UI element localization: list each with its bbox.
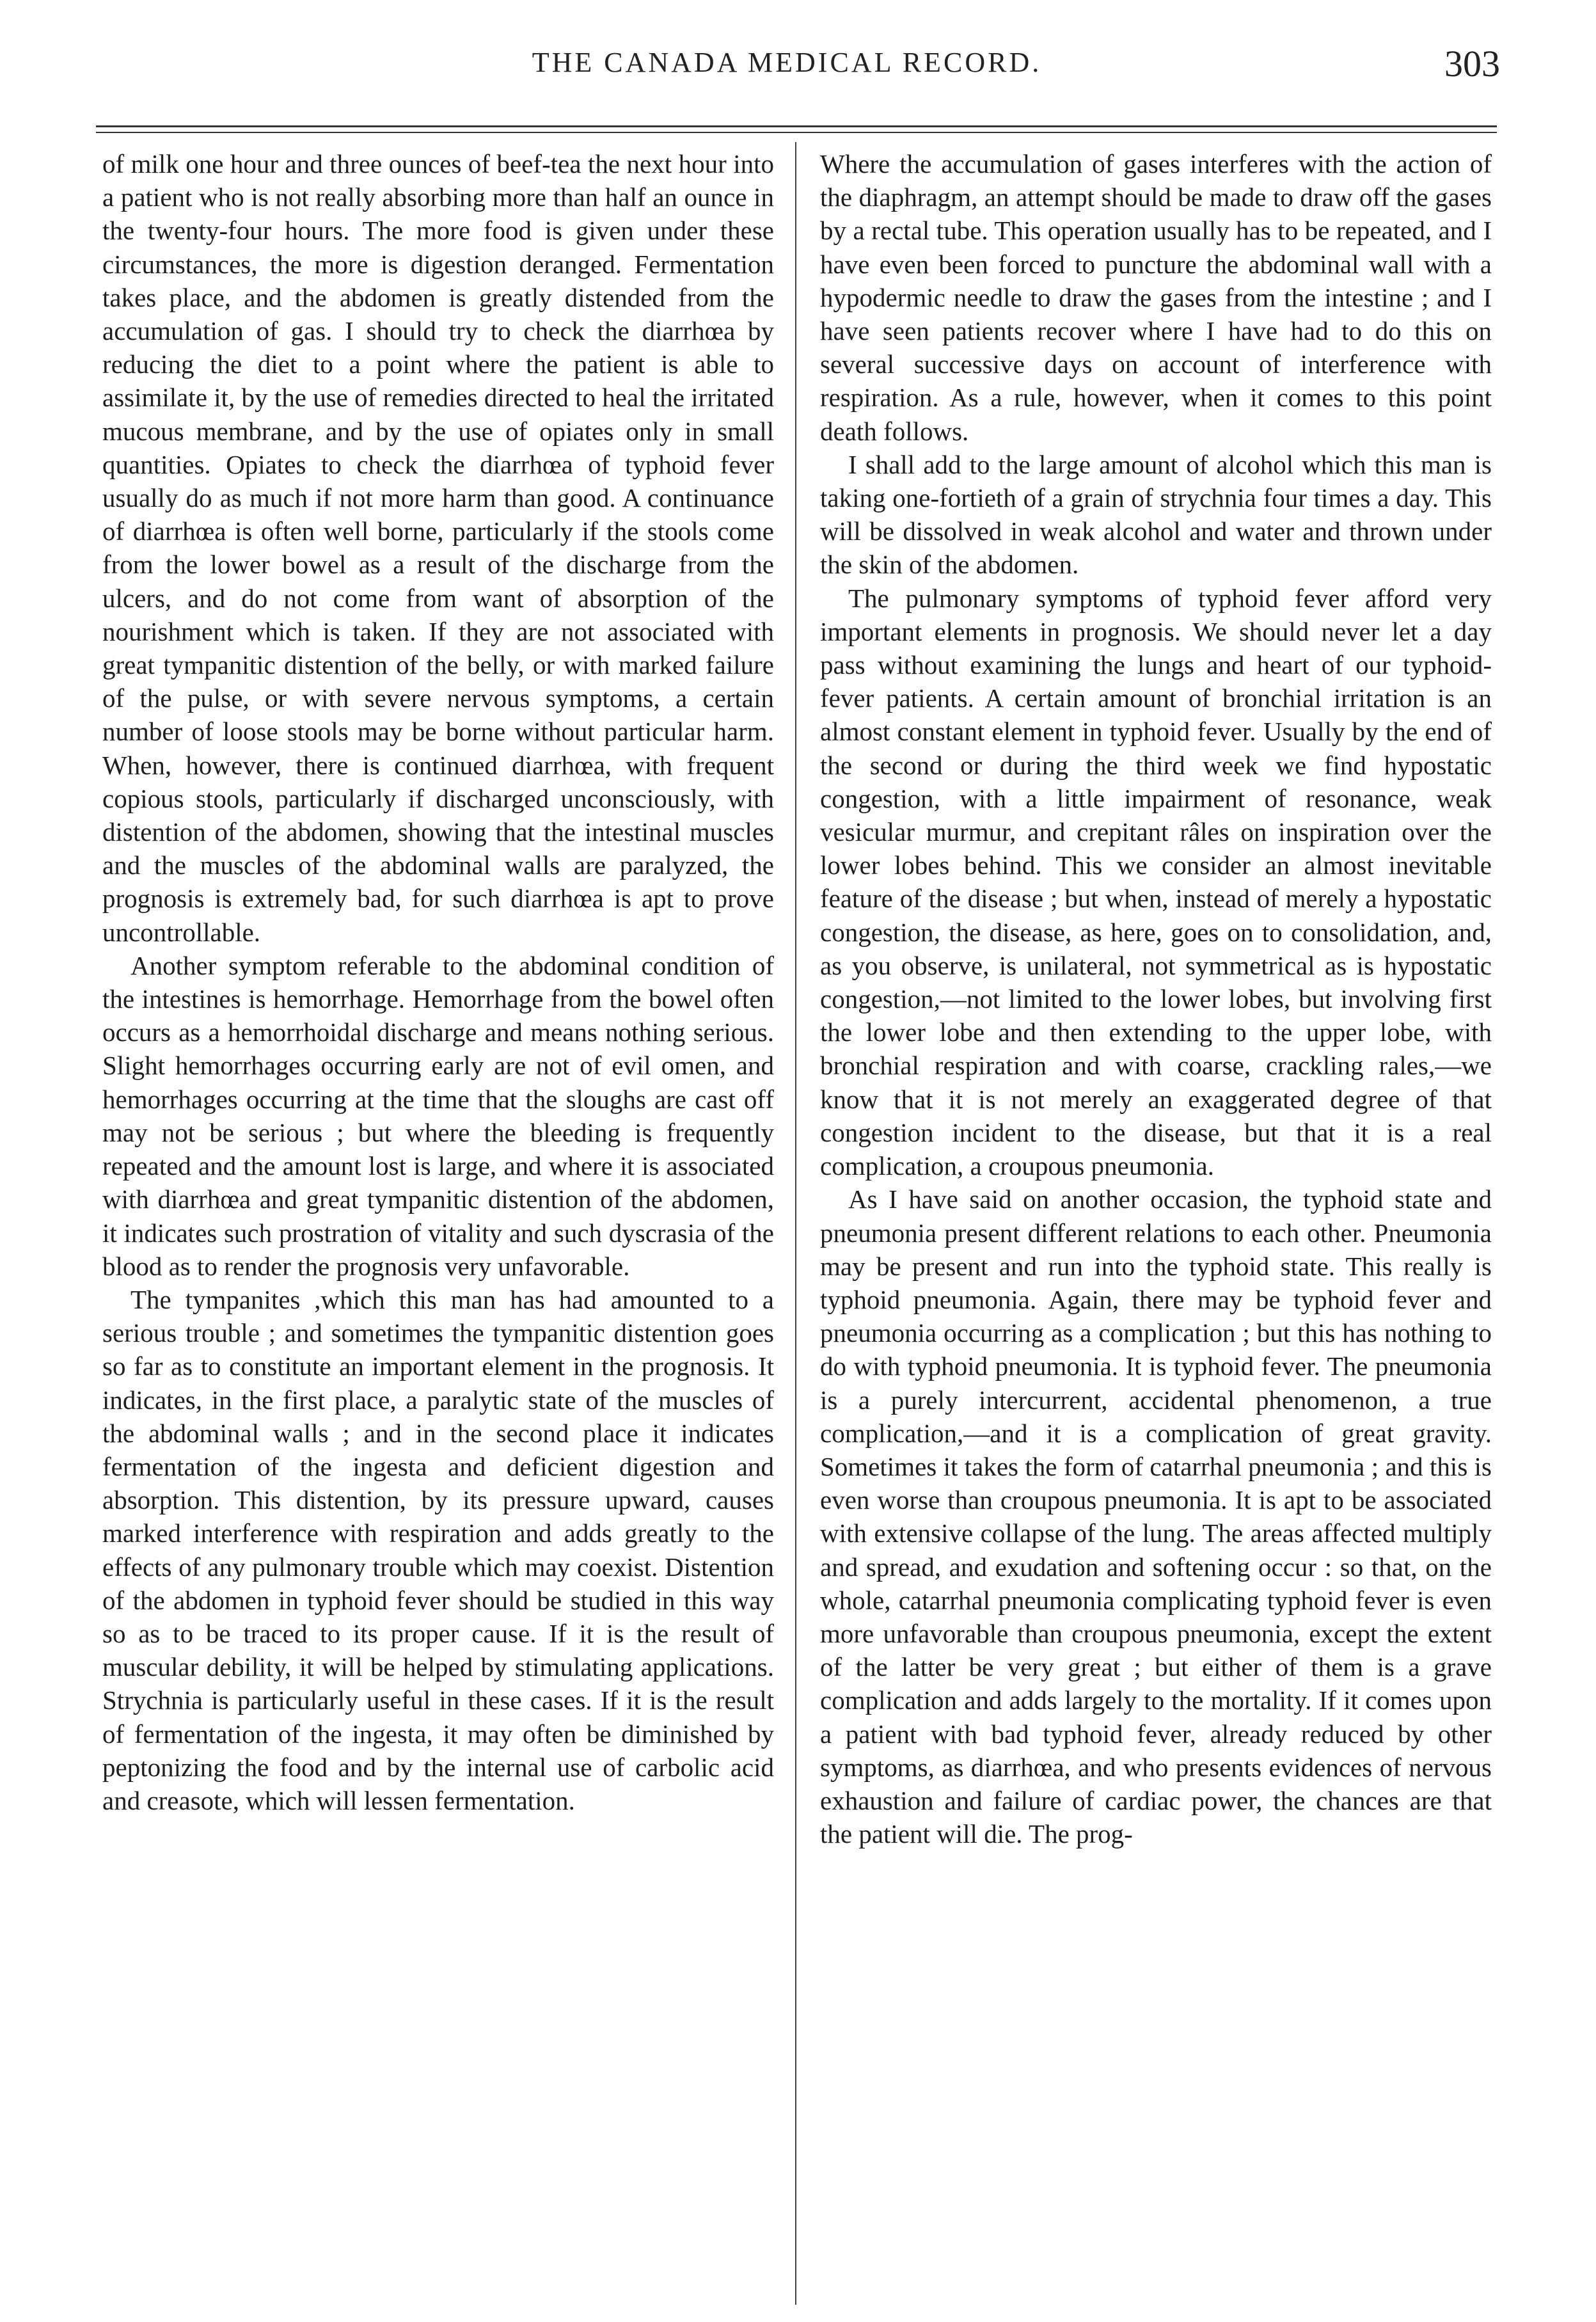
page-number: 303	[1444, 43, 1500, 84]
right-paragraph-2: I shall add to the large amount of alcohol which this man is taking one-fortieth of a grain of strychnia four times a day. This will be dissolved in weak alcohol and water and thrown under the skin of the abdomen.	[820, 449, 1492, 580]
left-paragraph-1: of milk one hour and three ounces of beef-tea the next hour into a patient who is not really absorbing more than half an ounce in the twenty-four hours. The more food is given under these circumstances, the more is digestion deranged. Fermentation takes place, and the abdomen is greatly distended from the accumulation of gas. I should try to check the diarrhœa by reducing the diet to a point where the patient is able to assimilate it, by the use of remedies directed to heal the irritated mucous membrane, and by the use of opiates only in small quantities. Opiates to check the diarrhœa of typhoid fever usually do as much if not more harm than good. A continuance of diarrhœa is often well borne, particularly if the stools come from the lower bowel as a result of the discharge from the ulcers, and do not come from want of absorption of the nourishment which is taken. If they are not associated with great tympanitic distention of the belly, or with marked failure of the pulse, or with severe nervous symptoms, a certain number of loose stools may be borne without particular harm. When, however, there is continued diarrhœa, with frequent copious stools, particularly if discharged unconsciously, with distention of the abdomen, showing that the intestinal muscles and the muscles of the abdominal walls are paralyzed, the prognosis is extremely bad, for such diarrhœa is apt to prove uncontrollable.	[102, 149, 774, 947]
right-paragraph-3: The pulmonary symptoms of typhoid fever afford very important elements in prognosis. We should never let a day pass without examining the lungs and heart of our typhoid-fever patients. A certain amount of bronchial irritation is an almost constant element in typhoid fever. Usually by the end of the second or during the third week we find hypostatic congestion, with a little impairment of resonance, weak vesicular murmur, and crepitant râles on inspiration over the lower lobes behind. This we consider an almost inevitable feature of the disease ; but when, instead of merely a hypostatic congestion, the disease, as here, goes on to consolidation, and, as you observe, is unilateral, not symmetrical as is hypostatic congestion,—not limited to the lower lobes, but involving first the lower lobe and then extending to the upper lobe, with bronchial respiration and with coarse, crackling rales,—we know that it is not merely an exaggerated degree of that congestion incident to the disease, but that it is a real complication, a croupous pneumonia.	[820, 583, 1492, 1181]
left-paragraph-2: Another symptom referable to the abdominal condition of the intestines is hemorrhage. Hemorrhage from the bowel often occurs as a hemorrhoidal discharge and means nothing serious. Slight hemorrhages occurring early are not of evil omen, and hemorrhages occurring at the time that the sloughs are cast off may not be serious ; but where the bleeding is frequently repeated and the amount lost is large, and where it is associated with diarrhœa and great tympanitic distention of the abdomen, it indicates such prostration of vitality and such dyscrasia of the blood as to render the prognosis very unfavorable.	[102, 950, 774, 1281]
right-paragraph-1: Where the accumulation of gases interferes with the action of the diaphragm, an attempt should be made to draw off the gases by a rectal tube. This operation usually has to be repeated, and I have even been forced to puncture the abdominal wall with a hypodermic needle to draw the gases from the intestine ; and I have seen patients recover where I have had to do this on several successive days on account of interference with respiration. As a rule, however, when it comes to this point death follows.	[820, 149, 1492, 446]
column-divider	[795, 142, 796, 2305]
left-column	[102, 147, 774, 1817]
right-column	[820, 147, 1492, 1850]
header-rule-bottom	[96, 132, 1497, 133]
running-title: THE CANADA MEDICAL RECORD.	[532, 47, 1042, 78]
header-rule-top	[96, 125, 1497, 127]
left-paragraph-3: The tympanites ,which this man has had amounted to a serious trouble ; and sometimes the tympanitic distention goes so far as to constitute an important element in the prognosis. It indicates, in the first place, a paralytic state of the muscles of the abdominal walls ; and in the second place it indicates fermentation of the ingesta and deficient digestion and absorption. This distention, by its pressure upward, causes marked interference with respiration and adds greatly to the effects of any pulmonary trouble which may coexist. Distention of the abdomen in typhoid fever should be studied in this way so as to be traced to its proper cause. If it is the result of muscular debility, it will be helped by stimulating applications. Strychnia is particularly useful in these cases. If it is the result of fermentation of the ingesta, it may often be diminished by peptonizing the food and by the internal use of carbolic acid and creasote, which will lessen fermentation.	[102, 1284, 774, 1815]
right-paragraph-4: As I have said on another occasion, the typhoid state and pneumonia present different relations to each other. Pneumonia may be present and run into the typhoid state. This really is typhoid pneumonia. Again, there may be typhoid fever and pneumonia occurring as a complication ; but this has nothing to do with typhoid pneumonia. It is typhoid fever. The pneumonia is a purely intercurrent, accidental phenomenon, a true complication,—and it is a complication of great gravity. Sometimes it takes the form of catarrhal pneumonia ; and this is even worse than croupous pneumonia. It is apt to be associated with extensive collapse of the lung. The areas affected multiply and spread, and exudation and softening occur : so that, on the whole, catarrhal pneumonia complicating typhoid fever is even more unfavorable than croupous pneumonia, except the extent of the latter be very great ; but either of them is a grave complication and adds largely to the mortality. If it comes upon a patient with bad typhoid fever, already reduced by other symptoms, as diarrhœa, and who presents evidences of nervous exhaustion and failure of cardiac power, the chances are that the patient will die. The prog-	[820, 1184, 1492, 1849]
